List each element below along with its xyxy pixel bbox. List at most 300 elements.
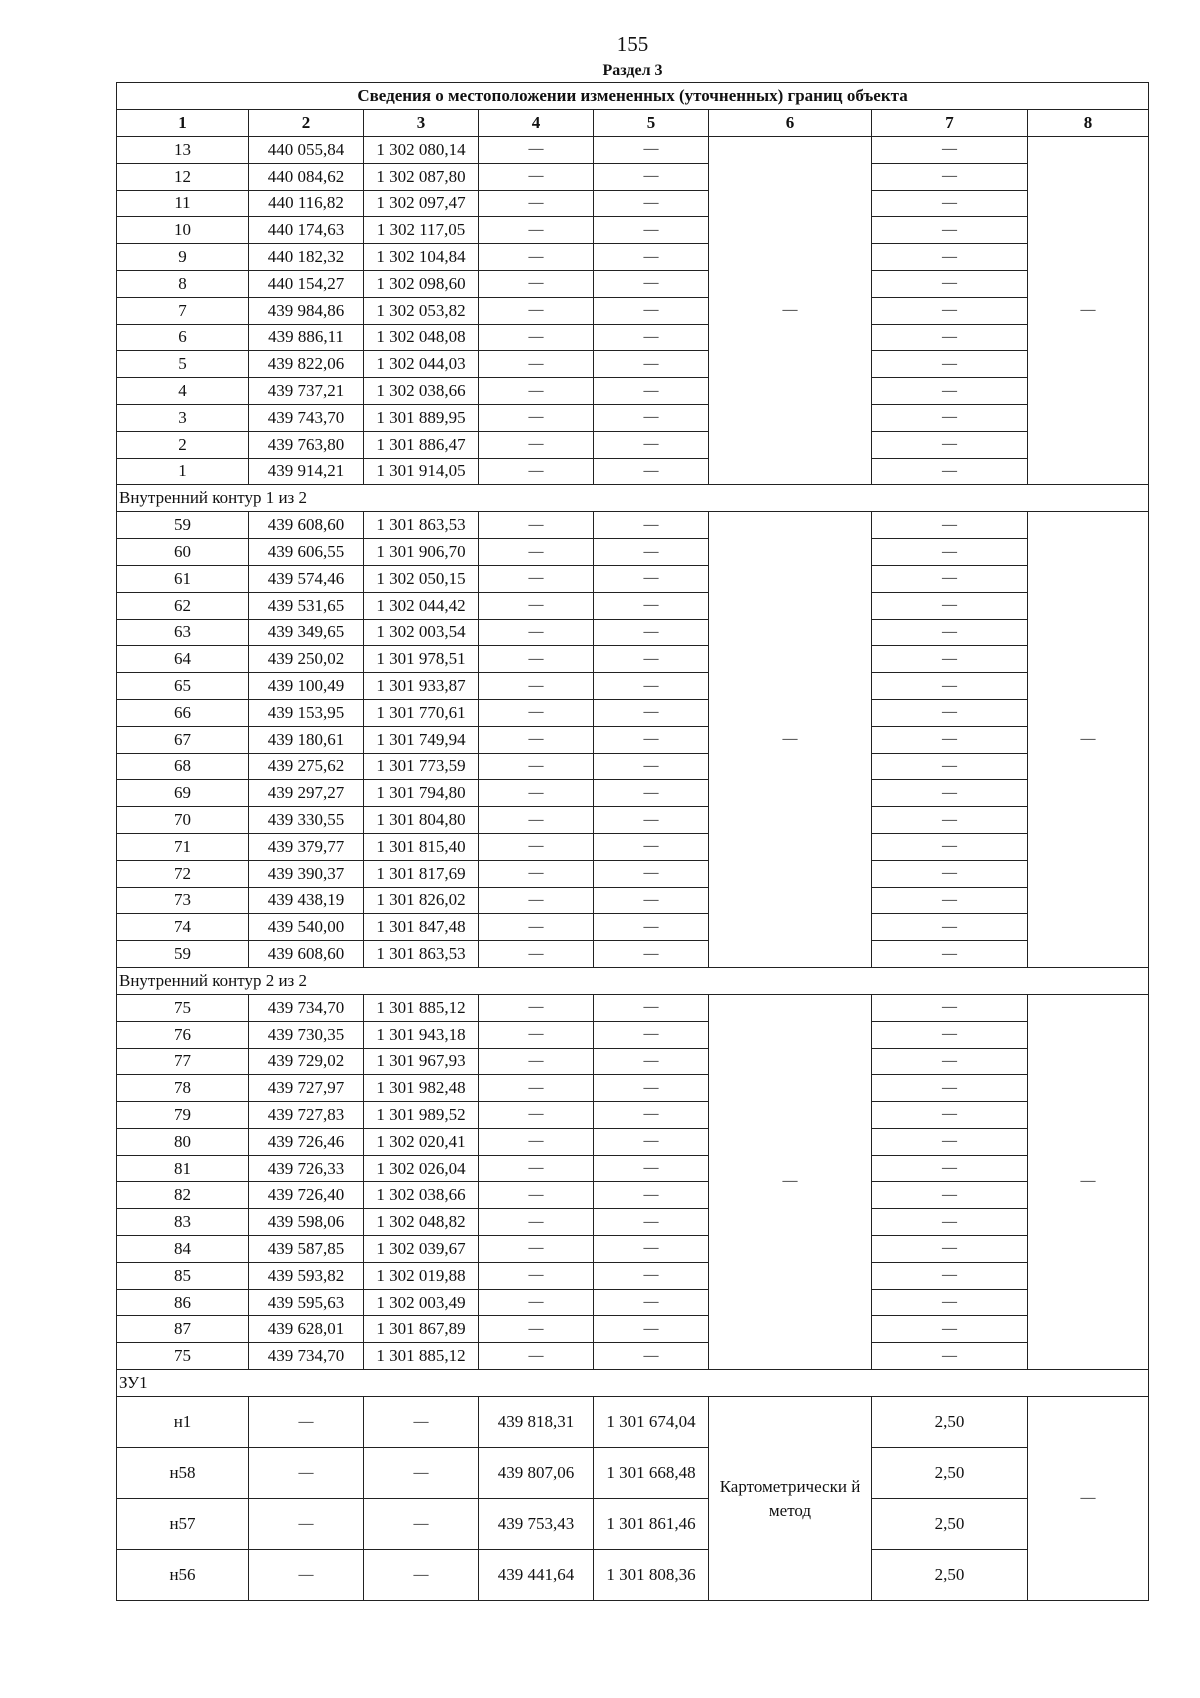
point-number-cell: 85 — [117, 1262, 249, 1289]
dash-cell: — — [872, 297, 1028, 324]
coord-y-cell: 1 301 982,48 — [364, 1075, 479, 1102]
table-row — [117, 137, 1149, 164]
coord-y-cell: 1 301 914,05 — [364, 458, 479, 485]
coord-x-cell: 440 154,27 — [249, 270, 364, 297]
dash-cell: — — [594, 1021, 709, 1048]
coord-y-cell: 1 302 003,49 — [364, 1289, 479, 1316]
coord-x-cell: 439 100,49 — [249, 673, 364, 700]
dash-cell: — — [594, 1209, 709, 1236]
coord-x-cell: 439 737,21 — [249, 378, 364, 405]
dash-cell: — — [872, 1102, 1028, 1129]
dash-cell: — — [872, 860, 1028, 887]
dash-cell: — — [872, 1343, 1028, 1370]
coord-x-cell: 439 531,65 — [249, 592, 364, 619]
dash-cell: — — [479, 1182, 594, 1209]
table-row — [117, 270, 1149, 297]
dash-cell: — — [594, 780, 709, 807]
dash-cell: — — [479, 163, 594, 190]
coord-x-cell: 439 379,77 — [249, 833, 364, 860]
coord-y-cell: 1 301 886,47 — [364, 431, 479, 458]
dash-cell: — — [872, 1075, 1028, 1102]
dash-cell: — — [364, 1499, 479, 1550]
coord-y-cell: 1 301 847,48 — [364, 914, 479, 941]
point-number-cell: 68 — [117, 753, 249, 780]
dash-cell: — — [872, 458, 1028, 485]
dash-cell: — — [249, 1550, 364, 1601]
dash-cell: — — [594, 324, 709, 351]
notes-cell: — — [1028, 137, 1149, 485]
column-number-row — [117, 110, 1149, 137]
dash-cell: — — [594, 431, 709, 458]
dash-cell: — — [594, 1128, 709, 1155]
column-number: 6 — [709, 110, 872, 137]
dash-cell: — — [479, 351, 594, 378]
dash-cell: — — [872, 512, 1028, 539]
coord-y-cell: 1 301 989,52 — [364, 1102, 479, 1129]
dash-cell: — — [479, 1102, 594, 1129]
coord-y-cell: 1 301 906,70 — [364, 539, 479, 566]
dash-cell: — — [872, 619, 1028, 646]
dash-cell: — — [594, 512, 709, 539]
dash-cell: — — [594, 270, 709, 297]
dash-cell: — — [594, 404, 709, 431]
section-title: Раздел 3 — [602, 62, 663, 79]
coord-x-cell: 439 726,46 — [249, 1128, 364, 1155]
coord-y-cell: 1 301 770,61 — [364, 699, 479, 726]
table-row — [117, 404, 1149, 431]
point-number-cell: 59 — [117, 512, 249, 539]
dash-cell: — — [872, 753, 1028, 780]
point-number-cell: 6 — [117, 324, 249, 351]
table-row — [117, 190, 1149, 217]
dash-cell: — — [479, 137, 594, 164]
notes-cell: — — [1028, 1397, 1149, 1601]
contour-label-row — [117, 967, 1149, 994]
point-number-cell: 75 — [117, 994, 249, 1021]
coord-x-cell: 439 297,27 — [249, 780, 364, 807]
dash-cell: — — [872, 807, 1028, 834]
table-row — [117, 807, 1149, 834]
dash-cell: — — [249, 1397, 364, 1448]
coord-y-cell: 1 302 026,04 — [364, 1155, 479, 1182]
dash-cell: — — [479, 807, 594, 834]
coord-x-cell: 439 593,82 — [249, 1262, 364, 1289]
coord-x-cell: 439 730,35 — [249, 1021, 364, 1048]
point-number-cell: 67 — [117, 726, 249, 753]
dash-cell: — — [594, 1343, 709, 1370]
coord-y-cell: 1 302 038,66 — [364, 378, 479, 405]
table-row — [117, 1155, 1149, 1182]
dash-cell: — — [872, 137, 1028, 164]
dash-cell: — — [479, 244, 594, 271]
coord-y-cell: 1 301 867,89 — [364, 1316, 479, 1343]
dash-cell: — — [479, 646, 594, 673]
dash-cell: — — [872, 324, 1028, 351]
method-cell: — — [709, 137, 872, 485]
dash-cell: — — [479, 1262, 594, 1289]
dash-cell: — — [872, 1236, 1028, 1263]
coord-x-cell: 439 438,19 — [249, 887, 364, 914]
dash-cell: — — [872, 1048, 1028, 1075]
point-number-cell: 76 — [117, 1021, 249, 1048]
point-number-cell: 69 — [117, 780, 249, 807]
point-number-cell: 66 — [117, 699, 249, 726]
dash-cell: — — [594, 807, 709, 834]
point-number-cell: 13 — [117, 137, 249, 164]
table-row — [117, 1182, 1149, 1209]
table-row — [117, 726, 1149, 753]
coord-x-cell: 439 390,37 — [249, 860, 364, 887]
dash-cell: — — [594, 190, 709, 217]
point-number-cell: 2 — [117, 431, 249, 458]
dash-cell: — — [479, 619, 594, 646]
dash-cell: — — [479, 1075, 594, 1102]
point-number-cell: 8 — [117, 270, 249, 297]
dash-cell: — — [479, 217, 594, 244]
dash-cell: — — [479, 726, 594, 753]
dash-cell: — — [479, 190, 594, 217]
table-row — [117, 244, 1149, 271]
table-row — [117, 887, 1149, 914]
coord-y-cell: 1 301 863,53 — [364, 941, 479, 968]
table-row — [117, 1397, 1149, 1448]
table-row — [117, 351, 1149, 378]
dash-cell: — — [364, 1448, 479, 1499]
column-number: 7 — [872, 110, 1028, 137]
point-number-cell: 80 — [117, 1128, 249, 1155]
dash-cell: — — [594, 1182, 709, 1209]
coord-y-cell: 1 301 804,80 — [364, 807, 479, 834]
coord-x-cell: 439 540,00 — [249, 914, 364, 941]
dash-cell: — — [479, 539, 594, 566]
coord-y-cell: 1 301 826,02 — [364, 887, 479, 914]
dash-cell: — — [872, 1262, 1028, 1289]
point-number-cell: 75 — [117, 1343, 249, 1370]
table-row — [117, 512, 1149, 539]
new-coord-x-cell: 439 818,31 — [479, 1397, 594, 1448]
coord-x-cell: 439 726,40 — [249, 1182, 364, 1209]
dash-cell: — — [479, 1048, 594, 1075]
table-row — [117, 297, 1149, 324]
table-row — [117, 994, 1149, 1021]
dash-cell: — — [479, 1316, 594, 1343]
table-row — [117, 1236, 1149, 1263]
dash-cell: — — [594, 860, 709, 887]
dash-cell: — — [872, 565, 1028, 592]
new-coord-y-cell: 1 301 668,48 — [594, 1448, 709, 1499]
dash-cell: — — [249, 1499, 364, 1550]
coord-x-cell: 440 174,63 — [249, 217, 364, 244]
dash-cell: — — [594, 1102, 709, 1129]
dash-cell: — — [479, 914, 594, 941]
coord-x-cell: 440 182,32 — [249, 244, 364, 271]
notes-cell: — — [1028, 512, 1149, 968]
dash-cell: — — [594, 941, 709, 968]
table-row — [117, 860, 1149, 887]
table-row — [117, 780, 1149, 807]
dash-cell: — — [594, 699, 709, 726]
point-number-cell: 83 — [117, 1209, 249, 1236]
dash-cell: — — [872, 592, 1028, 619]
dash-cell: — — [872, 431, 1028, 458]
table-row — [117, 833, 1149, 860]
coord-y-cell: 1 302 044,42 — [364, 592, 479, 619]
dash-cell: — — [872, 1209, 1028, 1236]
coord-x-cell: 440 084,62 — [249, 163, 364, 190]
dash-cell: — — [594, 1155, 709, 1182]
dash-cell: — — [872, 1155, 1028, 1182]
dash-cell: — — [479, 1209, 594, 1236]
table-row — [117, 458, 1149, 485]
dash-cell: — — [479, 1128, 594, 1155]
point-number-cell: 7 — [117, 297, 249, 324]
coord-x-cell: 439 984,86 — [249, 297, 364, 324]
dash-cell: — — [594, 163, 709, 190]
table-row — [117, 217, 1149, 244]
coord-x-cell: 439 886,11 — [249, 324, 364, 351]
point-number-cell: 60 — [117, 539, 249, 566]
dash-cell: — — [594, 726, 709, 753]
dash-cell: — — [594, 1289, 709, 1316]
dash-cell: — — [594, 914, 709, 941]
dash-cell: — — [872, 190, 1028, 217]
coord-x-cell: 439 914,21 — [249, 458, 364, 485]
table-row — [117, 941, 1149, 968]
point-number-cell: 64 — [117, 646, 249, 673]
table-row — [117, 1128, 1149, 1155]
coord-x-cell: 440 116,82 — [249, 190, 364, 217]
coord-y-cell: 1 301 773,59 — [364, 753, 479, 780]
dash-cell: — — [594, 565, 709, 592]
dash-cell: — — [249, 1448, 364, 1499]
dash-cell: — — [872, 673, 1028, 700]
dash-cell: — — [594, 1075, 709, 1102]
dash-cell: — — [479, 565, 594, 592]
coord-x-cell: 439 587,85 — [249, 1236, 364, 1263]
dash-cell: — — [872, 351, 1028, 378]
coord-y-cell: 1 301 863,53 — [364, 512, 479, 539]
coord-y-cell: 1 301 943,18 — [364, 1021, 479, 1048]
dash-cell: — — [479, 297, 594, 324]
coord-x-cell: 439 628,01 — [249, 1316, 364, 1343]
point-number-cell: 59 — [117, 941, 249, 968]
dash-cell: — — [594, 753, 709, 780]
coord-y-cell: 1 302 104,84 — [364, 244, 479, 271]
coord-x-cell: 439 250,02 — [249, 646, 364, 673]
dash-cell: — — [594, 887, 709, 914]
notes-cell: — — [1028, 994, 1149, 1369]
coord-y-cell: 1 301 815,40 — [364, 833, 479, 860]
point-number-cell: 78 — [117, 1075, 249, 1102]
point-number-cell: н1 — [117, 1397, 249, 1448]
point-number-cell: 63 — [117, 619, 249, 646]
boundary-coordinates-table — [116, 82, 1149, 1601]
table-row — [117, 699, 1149, 726]
dash-cell: — — [479, 1155, 594, 1182]
coord-x-cell: 439 153,95 — [249, 699, 364, 726]
point-number-cell: н57 — [117, 1499, 249, 1550]
dash-cell: — — [872, 699, 1028, 726]
dash-cell: — — [594, 378, 709, 405]
table-row — [117, 1209, 1149, 1236]
point-number-cell: н58 — [117, 1448, 249, 1499]
point-number-cell: 12 — [117, 163, 249, 190]
dash-cell: — — [872, 378, 1028, 405]
table-row — [117, 753, 1149, 780]
coord-x-cell: 439 275,62 — [249, 753, 364, 780]
point-number-cell: 11 — [117, 190, 249, 217]
table-row — [117, 431, 1149, 458]
point-number-cell: 73 — [117, 887, 249, 914]
contour-label: Внутренний контур 2 из 2 — [117, 967, 1149, 994]
dash-cell: — — [479, 833, 594, 860]
method-cell: — — [709, 994, 872, 1369]
coord-y-cell: 1 301 978,51 — [364, 646, 479, 673]
dash-cell: — — [594, 539, 709, 566]
dash-cell: — — [872, 780, 1028, 807]
dash-cell: — — [594, 297, 709, 324]
contour-label: Внутренний контур 1 из 2 — [117, 485, 1149, 512]
dash-cell: — — [479, 780, 594, 807]
point-number-cell: 65 — [117, 673, 249, 700]
table-row — [117, 914, 1149, 941]
dash-cell: — — [872, 726, 1028, 753]
coord-x-cell: 439 608,60 — [249, 941, 364, 968]
point-number-cell: н56 — [117, 1550, 249, 1601]
dash-cell: — — [594, 592, 709, 619]
dash-cell: — — [594, 673, 709, 700]
column-number: 3 — [364, 110, 479, 137]
dash-cell: — — [594, 1048, 709, 1075]
table-row — [117, 1102, 1149, 1129]
table-caption: Сведения о местоположении измененных (уточненных) границ объекта — [117, 83, 1149, 110]
new-coord-y-cell: 1 301 808,36 — [594, 1550, 709, 1601]
point-number-cell: 86 — [117, 1289, 249, 1316]
table-row — [117, 1021, 1149, 1048]
dash-cell: — — [594, 994, 709, 1021]
coord-x-cell: 439 180,61 — [249, 726, 364, 753]
coord-x-cell: 439 727,83 — [249, 1102, 364, 1129]
dash-cell: — — [872, 914, 1028, 941]
table-row — [117, 619, 1149, 646]
dash-cell: — — [479, 270, 594, 297]
coord-x-cell: 439 595,63 — [249, 1289, 364, 1316]
dash-cell: — — [479, 512, 594, 539]
dash-cell: — — [479, 1343, 594, 1370]
dash-cell: — — [872, 163, 1028, 190]
coord-y-cell: 1 302 117,05 — [364, 217, 479, 244]
column-number: 2 — [249, 110, 364, 137]
coord-y-cell: 1 302 097,47 — [364, 190, 479, 217]
dash-cell: — — [594, 1236, 709, 1263]
method-cell: Картометрически й метод — [709, 1397, 872, 1601]
dash-cell: — — [872, 217, 1028, 244]
dash-cell: — — [479, 378, 594, 405]
table-row — [117, 378, 1149, 405]
coord-y-cell: 1 302 039,67 — [364, 1236, 479, 1263]
table-caption-row — [117, 83, 1149, 110]
table-row — [117, 592, 1149, 619]
dash-cell: — — [872, 646, 1028, 673]
table-row — [117, 1048, 1149, 1075]
dash-cell: — — [872, 404, 1028, 431]
coord-y-cell: 1 302 019,88 — [364, 1262, 479, 1289]
column-number: 8 — [1028, 110, 1149, 137]
coord-x-cell: 439 726,33 — [249, 1155, 364, 1182]
coord-y-cell: 1 302 020,41 — [364, 1128, 479, 1155]
coord-x-cell: 439 574,46 — [249, 565, 364, 592]
table-row — [117, 565, 1149, 592]
dash-cell: — — [479, 860, 594, 887]
dash-cell: — — [479, 324, 594, 351]
dash-cell: — — [872, 833, 1028, 860]
coord-y-cell: 1 301 885,12 — [364, 1343, 479, 1370]
dash-cell: — — [872, 1289, 1028, 1316]
dash-cell: — — [479, 458, 594, 485]
coord-y-cell: 1 302 038,66 — [364, 1182, 479, 1209]
table-row — [117, 1316, 1149, 1343]
coord-y-cell: 1 302 048,08 — [364, 324, 479, 351]
dash-cell: — — [872, 244, 1028, 271]
table-row — [117, 1075, 1149, 1102]
point-number-cell: 77 — [117, 1048, 249, 1075]
table-row — [117, 1289, 1149, 1316]
coord-y-cell: 1 302 080,14 — [364, 137, 479, 164]
table-row — [117, 673, 1149, 700]
coord-y-cell: 1 302 050,15 — [364, 565, 479, 592]
new-coord-x-cell: 439 441,64 — [479, 1550, 594, 1601]
dash-cell: — — [479, 404, 594, 431]
dash-cell: — — [594, 833, 709, 860]
dash-cell: — — [594, 217, 709, 244]
new-coord-y-cell: 1 301 861,46 — [594, 1499, 709, 1550]
table-row — [117, 1550, 1149, 1601]
dash-cell: — — [594, 1262, 709, 1289]
dash-cell: — — [479, 1021, 594, 1048]
accuracy-cell: 2,50 — [872, 1499, 1028, 1550]
dash-cell: — — [872, 1128, 1028, 1155]
accuracy-cell: 2,50 — [872, 1397, 1028, 1448]
contour-label-row — [117, 485, 1149, 512]
point-number-cell: 81 — [117, 1155, 249, 1182]
new-coord-x-cell: 439 807,06 — [479, 1448, 594, 1499]
coord-y-cell: 1 302 098,60 — [364, 270, 479, 297]
dash-cell: — — [872, 539, 1028, 566]
point-number-cell: 74 — [117, 914, 249, 941]
coord-x-cell: 439 763,80 — [249, 431, 364, 458]
table-row — [117, 1262, 1149, 1289]
coord-y-cell: 1 301 933,87 — [364, 673, 479, 700]
dash-cell: — — [872, 1316, 1028, 1343]
coord-x-cell: 439 598,06 — [249, 1209, 364, 1236]
parcel-label-row — [117, 1370, 1149, 1397]
dash-cell: — — [479, 1236, 594, 1263]
coord-x-cell: 439 349,65 — [249, 619, 364, 646]
column-number: 5 — [594, 110, 709, 137]
coord-x-cell: 440 055,84 — [249, 137, 364, 164]
coord-x-cell: 439 727,97 — [249, 1075, 364, 1102]
dash-cell: — — [594, 1316, 709, 1343]
point-number-cell: 87 — [117, 1316, 249, 1343]
table-row — [117, 646, 1149, 673]
method-cell: — — [709, 512, 872, 968]
coord-x-cell: 439 734,70 — [249, 994, 364, 1021]
coord-x-cell: 439 734,70 — [249, 1343, 364, 1370]
dash-cell: — — [872, 1182, 1028, 1209]
coord-x-cell: 439 729,02 — [249, 1048, 364, 1075]
point-number-cell: 9 — [117, 244, 249, 271]
coord-y-cell: 1 301 817,69 — [364, 860, 479, 887]
